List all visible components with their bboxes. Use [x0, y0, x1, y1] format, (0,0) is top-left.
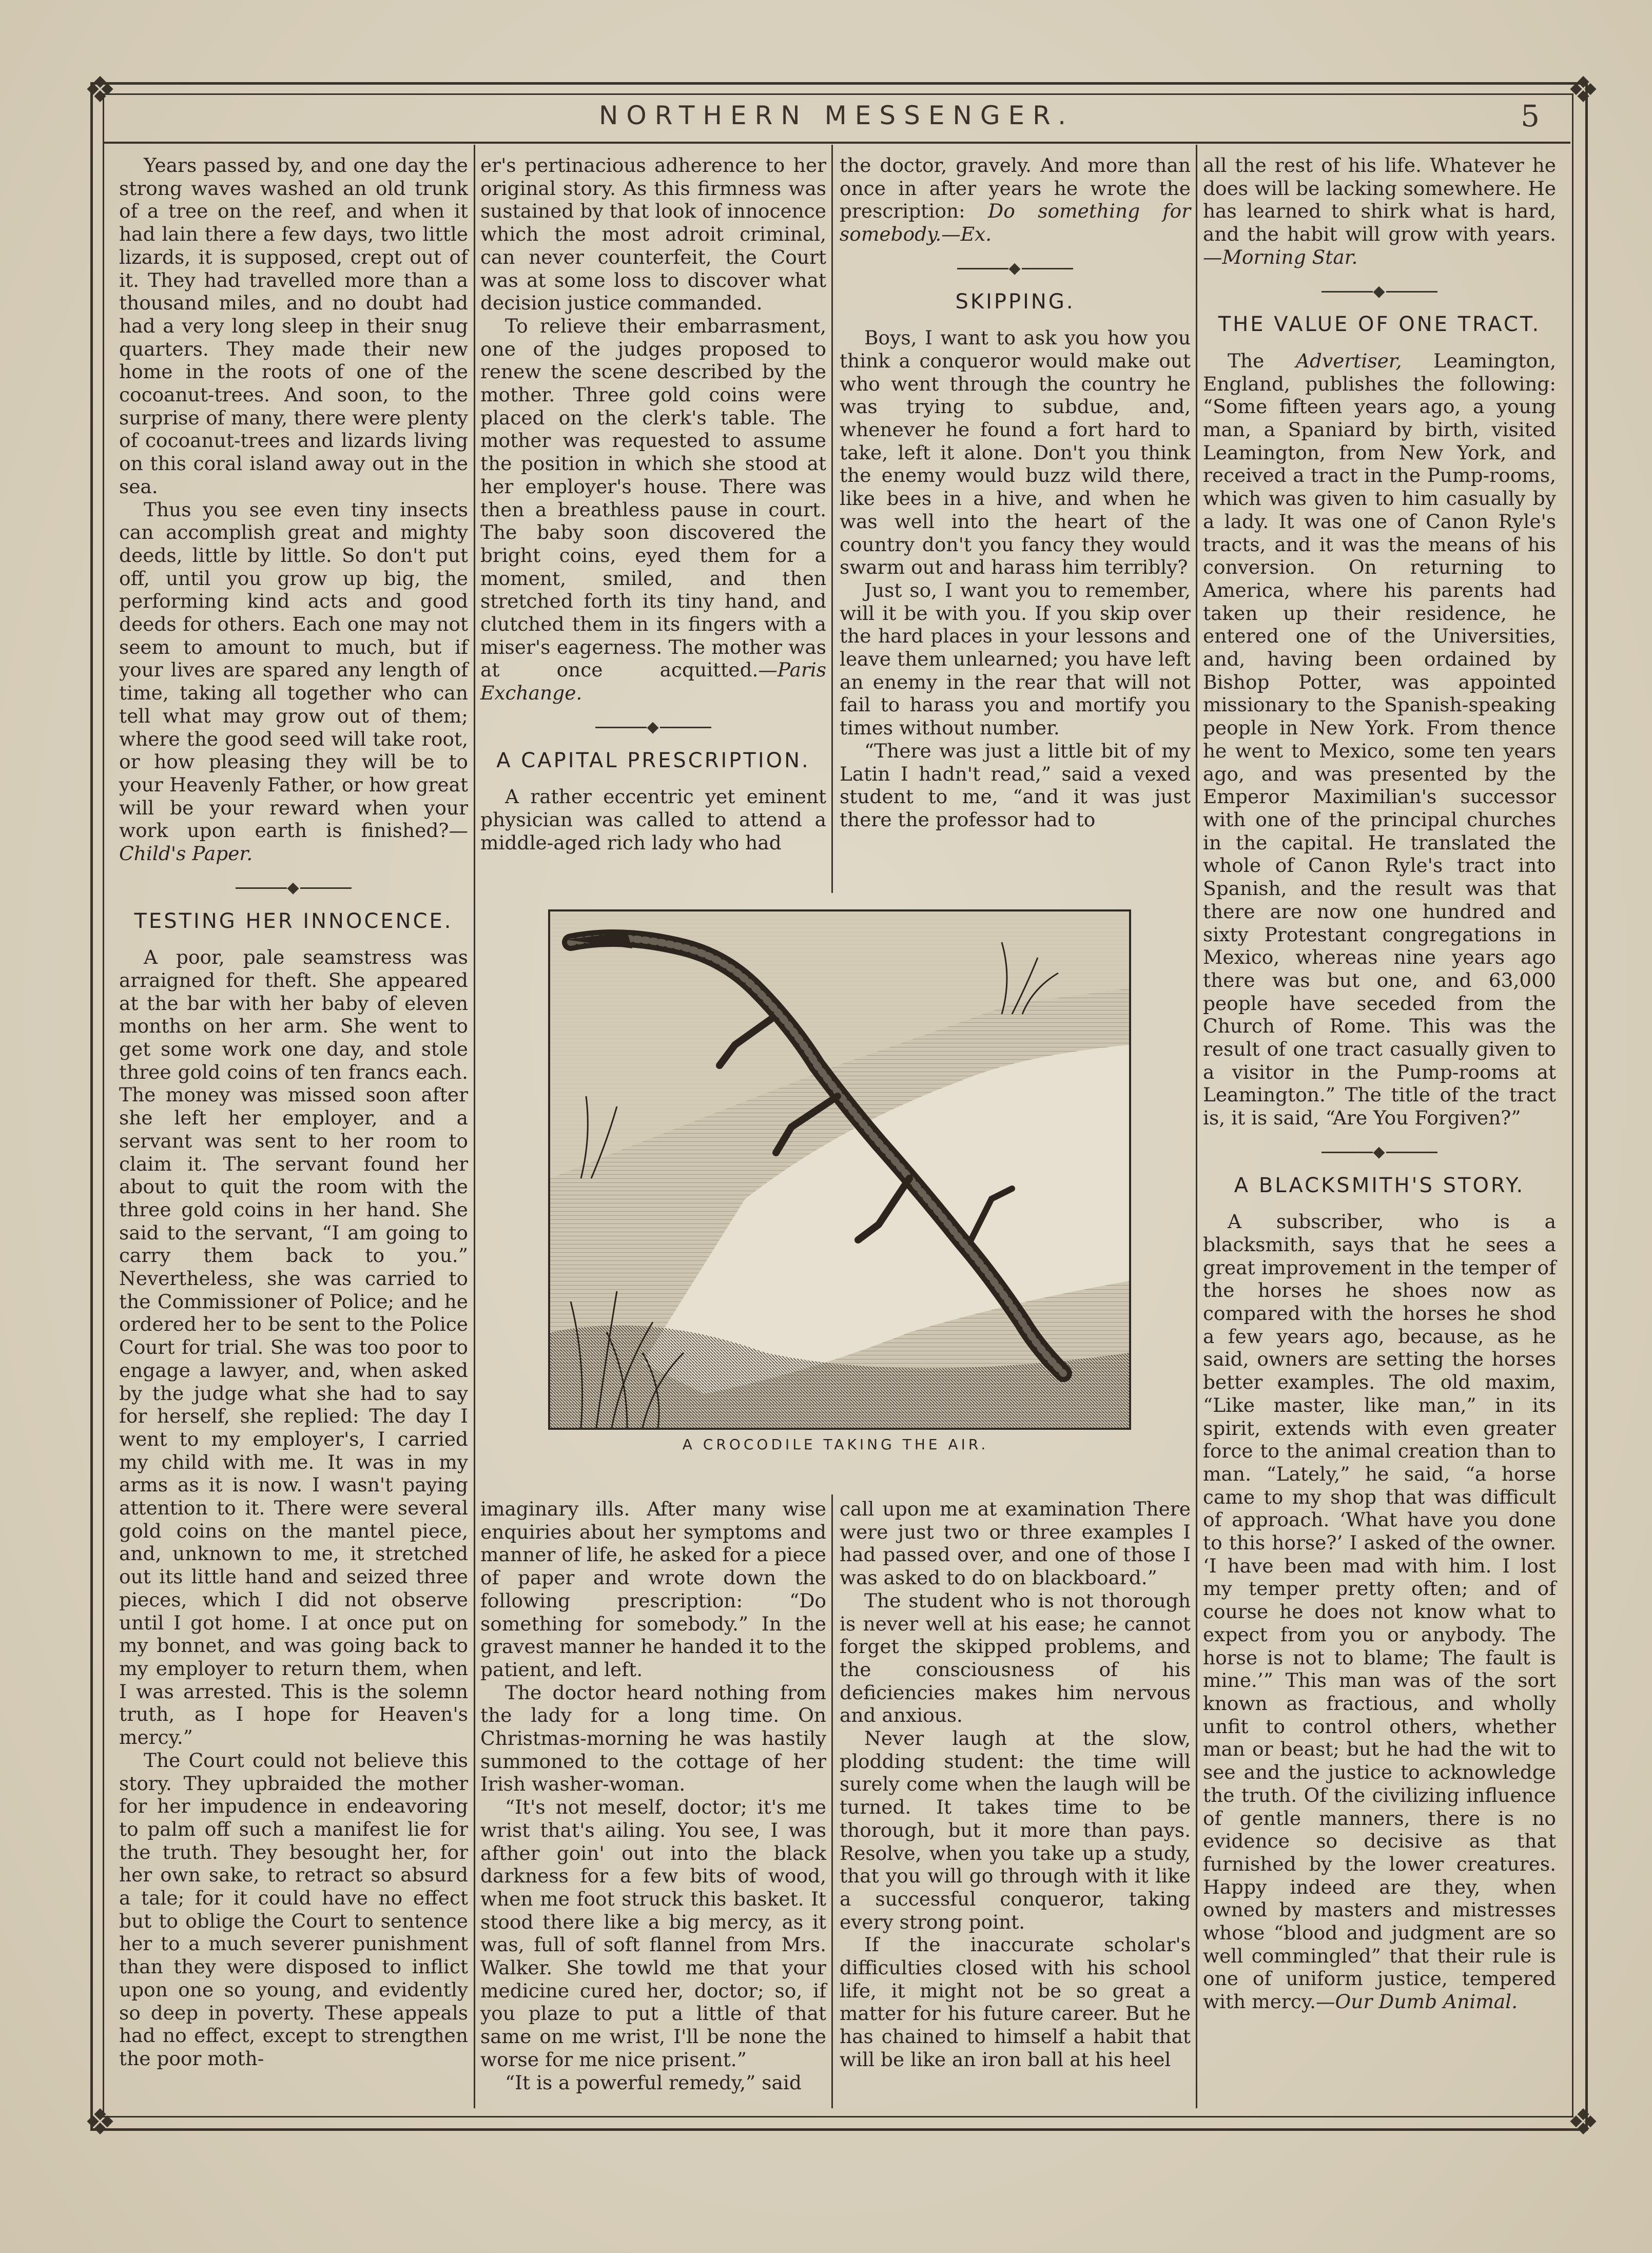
article-paragraph: If the inaccurate scholar's difficulties closed with his school life, it might not be so great a matter for his future career. But he has chained to himself a habit that will be like an iron ball at his heel	[840, 1933, 1191, 2071]
article-paragraph: Boys, I want to ask you how you think a conqueror would make out who went through the country he was trying to subdue, and, whenever he found a fort hard to take, left it alone. Don't you think the enemy would buzz wild there, like bees in a hive, and when he was well into the heart of the country don't you fancy they would swarm out and harass him terribly?	[840, 326, 1191, 579]
article-paragraph: “There was just a little bit of my Latin I hadn't read,” said a vexed student to me, “and it was just there the professor had to	[840, 739, 1191, 831]
crocodile-engraving	[550, 911, 1129, 1428]
headline-a-capital-prescription: A CAPITAL PRESCRIPTION.	[496, 748, 810, 772]
paragraph-text: Thus you see even tiny insects can accomplish great and mighty deeds, little by little. So don't put off, until you grow up big, the performing kind acts and good deeds for others. Each one may not seem to amount to much, but if your lives are spared any length of time, taking all together who can tell what may grow out of them; where the good seed will take root, or how pleasing they will be to your Heavenly Father, or how great will be your reward when your work upon earth is finished?	[119, 498, 468, 842]
headline-the-value-of-one-tract: THE VALUE OF ONE TRACT.	[1218, 313, 1541, 337]
article-paragraph: A rather eccentric yet eminent physician was called to attend a middle-aged rich lady who had	[480, 785, 826, 854]
paragraph-text: the doctor, gravely. And more than once in after years he wrote the prescription:	[840, 154, 1191, 223]
masthead: NORTHERN MESSENGER.	[598, 101, 1075, 130]
column-rule-1	[474, 145, 475, 2108]
illustration-caption: A CROCODILE TAKING THE AIR.	[682, 1436, 989, 1453]
separator-ornament: ◆	[1203, 1141, 1556, 1164]
article-paragraph: The doctor heard nothing from the lady for a long time. On Christmas-morning he was hastily summoned to the cottage of her Irish washer-woman.	[480, 1681, 826, 1796]
article-paragraph	[1203, 154, 1556, 269]
column-rule-2-upper	[831, 145, 833, 893]
article-paragraph	[1203, 1210, 1556, 2013]
article-paragraph	[1203, 349, 1556, 1130]
corner-ornament-bottom-right: ❖	[1567, 2101, 1600, 2143]
article-paragraph: “It's not meself, doctor; it's me wrist that's ailing. You see, I was afther goin' out into the black darkness for a few bits of wood, when me foot struck this basket. It stood there like a big mercy, as it was, full of soft flannel from Mrs. Walker. She towld me that your medicine cured her, doctor; so, if you plaze to put a little of that same on me wrist, I'll be none the worse for me nice prisent.”	[480, 1796, 826, 2071]
paragraph-text: all the rest of his life. Whatever he does will be lacking somewhere. He has learned to shirk what is hard, and the habit will grow with years.	[1203, 154, 1556, 246]
source-credit: —Paris Exchange.	[480, 658, 826, 705]
article-paragraph: The student who is not thorough is never well at his ease; he cannot forget the skipped problems, and the consciousness of his deficiencies makes him nervous and anxious.	[840, 1589, 1191, 1727]
source-credit: —Morning Star.	[1203, 245, 1358, 268]
paragraph-text: The	[1228, 349, 1265, 372]
article-paragraph: The Court could not believe this story. They upbraided the mother for her impudence in endeavoring to palm off such a manifest lie for the truth. They besought her, for her own sake, to retract so absurd a tale; for it could have no effect but to oblige the Court to sentence her to a much severer punishment than they were disposed to inflict upon one so young, and evidently so deep in poverty. These appeals had no effect, except to strengthen the poor moth-	[119, 1749, 468, 2070]
article-paragraph: call upon me at examination There were just two or three examples I had passed over, and one of those I was asked to do on blackboard.”	[840, 1498, 1191, 1589]
article-paragraph	[840, 154, 1191, 246]
article-paragraph: imaginary ills. After many wise enquiries about her symptoms and manner of life, he asked for a piece of paper and wrote down the following prescription: “Do something for somebody.” In the gravest manner he handed it to the patient, and left.	[480, 1498, 826, 1681]
source-credit: —Child's Paper.	[119, 819, 468, 865]
article-paragraph: Just so, I want you to remember, will it be with you. If you skip over the hard places in your lessons and leave them unlearned; you have left an enemy in the rear that will not fail to harass you and mortify you times without number.	[840, 578, 1191, 740]
paragraph-text: A subscriber, who is a blacksmith, says that he sees a great improvement in the temper of the horses he shoes now as compared with the horses he shod a few years ago, because, as he said, owners are setting the horses better examples. The old maxim, “Like master, like man,” in its spirit, extends with even greater force to the animal creation than to man. “Lately,” he said, “a horse came to my shop that was difficult of approach. ‘What have you done to this horse?’ I asked of the owner. ‘I have been mad with him. I lost my temper pretty often; and of course he does not know what to expect from you or anybody. The horse is not to blame; The fault is mine.’” This man was of the sort known as fractious, and wholly unfit to control others, whether man or beast; but he had the wit to see and the justice to acknowledge the truth. Of the civilizing influence of gentle manners, there is no evidence so decisive as that furnished by the lower creatures. Happy indeed are they, when owned by masters and mistresses whose “blood and judgment are so well commingled” that their rule is one of uniform justice, tempered with mercy.	[1203, 1210, 1556, 2013]
header-rule	[103, 142, 1570, 144]
column-rule-3	[1196, 145, 1197, 2108]
column-2-lower	[480, 1498, 826, 2094]
paragraph-text: To relieve their embarrasment, one of the judges proposed to renew the scene described by the mother. Three gold coins were placed on the clerk's table. The mother was requested to assume the position in which she stood at her employer's house. There was then a breathless pause in court. The baby soon discovered the bright coins, eyed them for a moment, smiled, and then stretched forth its tiny hand, and clutched them in its fingers with a miser's eagerness. The mother was at once acquitted.	[480, 314, 826, 682]
article-paragraph: er's pertinacious adherence to her original story. As this firmness was sustained by that look of innocence which the most adroit criminal, can never counterfeit, the Court was at some loss to discover what decision justice commanded.	[480, 154, 826, 315]
column-4	[1203, 154, 1556, 2013]
emphasis-text: Do something for somebody.—Ex.	[840, 200, 1191, 246]
corner-ornament-top-left: ❖	[84, 69, 116, 111]
page-number: 5	[1521, 99, 1540, 133]
separator-ornament: ◆	[480, 716, 826, 739]
article-paragraph: Never laugh at the slow, plodding student: the time will surely come when the laugh will be turned. It takes time to be thorough, but it more than pays. Resolve, when you take up a study, that you will go through with it like a successful conqueror, taking every strong point.	[840, 1727, 1191, 1933]
column-1	[119, 154, 468, 2070]
page-header	[103, 93, 1570, 141]
corner-ornament-bottom-left: ❖	[84, 2101, 116, 2143]
separator-ornament: ◆	[840, 257, 1191, 280]
headline-skipping: SKIPPING.	[955, 289, 1075, 314]
article-paragraph: A poor, pale seamstress was arraigned for theft. She appeared at the bar with her baby of eleven months on her arm. She went to get some work one day, and stole three gold coins of ten francs each. The money was missed soon after she left her employer, and a servant was sent to her room to claim it. The servant found her about to quit the room with the three gold coins in her hand. She said to the servant, “I am going to carry them back to you.” Nevertheless, she was carried to the Commissioner of Police; and he ordered her to be sent to the Police Court for trial. She was too poor to engage a lawyer, and, when asked by the judge what she had to say for herself, she replied: The day I went to my employer's, I carried my child with me. It was in my arms as it is now. I wasn't paying attention to it. There were several gold coins on the mantel piece, and, unknown to me, it stretched out its little hand and seized three pieces, which I did not observe until I got home. I at once put on my bonnet, and was going back to my employer to return them, when I was arrested. This is the solemn truth, as I hope for Heaven's mercy.”	[119, 946, 468, 1749]
column-rule-2-lower	[831, 1494, 833, 2108]
article-paragraph	[480, 315, 826, 705]
corner-ornament-top-right: ❖	[1567, 69, 1600, 111]
article-paragraph: “It is a powerful remedy,” said	[505, 2071, 802, 2094]
source-credit: —Our Dumb Animal.	[1316, 1990, 1518, 2013]
headline-testing-her-innocence: TESTING HER INNOCENCE.	[134, 909, 453, 933]
paragraph-text: Leamington, England, publishes the following: “Some fifteen years ago, a young man, a Spaniard by birth, visited Leamington, from New York, and received a tract in the Pump-rooms, which was given to him casually by a lady. It was one of Canon Ryle's tracts, and it was the means of his conversion. On returning to America, where his parents had taken up their residence, he entered one of the Universities, and, having been ordained by Bishop Potter, was appointed missionary to the Spanish-speaking people in New York. From thence he went to Mexico, some ten years ago, and was presented by the Emperor Maximilian's successor with one of the principal churches in the capital. He translated the whole of Canon Ryle's tract into Spanish, and the result was that there are now one hundred and sixty Protestant congregations in Mexico, whereas nine years ago there was but one, and 63,000 people have seceded from the Church of Rome. This was the result of one tract casually given to a visitor in the Pump-rooms at Leamington.” The title of the tract is, it is said, “Are You Forgiven?”	[1203, 349, 1556, 1130]
separator-ornament: ◆	[119, 877, 468, 900]
crocodile-illustration	[548, 909, 1131, 1430]
headline-a-blacksmiths-story: A BLACKSMITH'S STORY.	[1234, 1173, 1525, 1197]
article-paragraph	[119, 498, 468, 865]
separator-ornament: ◆	[1203, 280, 1556, 303]
article-paragraph: Years passed by, and one day the strong waves washed an old trunk of a tree on the reef, and when it had lain there a few days, two little lizards, it is supposed, crept out of it. They had travelled more than a thousand miles, and no doubt had had a very long sleep in their snug quarters. They made their new home in the roots of one of the cocoanut-trees. And soon, to the surprise of many, there were plenty of cocoanut-trees and lizards living on this coral island away out in the sea.	[119, 154, 468, 498]
emphasis-text: Advertiser,	[1295, 349, 1402, 372]
column-3-lower	[840, 1498, 1191, 2071]
column-2-upper	[480, 154, 826, 854]
column-3-upper	[840, 154, 1191, 831]
